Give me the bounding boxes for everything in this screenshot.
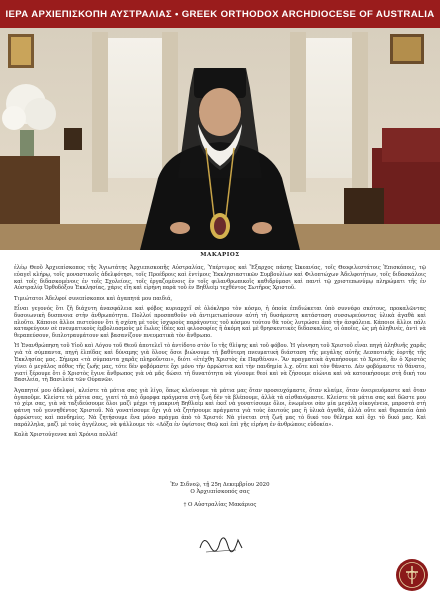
- signoff-name: † Ο Αὐστραλίας Μακάριος: [183, 502, 257, 508]
- letter-body: [14, 265, 426, 442]
- paragraph-wishes: Καλὰ Χριστούγεννα καὶ Χρόνια πολλά!: [14, 432, 118, 439]
- caption-name: ΜΑΚΑΡΙΟΣ: [200, 252, 240, 258]
- paragraph-salutation: ἐλέῳ Θεοῦ Ἀρχιεπίσκοπος τῆς Ἁγιωτάτης Ἀρχιεπισκοπῆς Αὐστραλίας, Ὑπέρτιμος καὶ Ἔξαρχος πάσης Ὠκεανίας, τοῖς Θεοφιλεστάτοις Ἐπισκόποις, τῷ εὐαγεῖ κλήρῳ, τοῖς μοναστικοῖς ἀδελφότησι, τοῖς Προέδροις καὶ ἐντίμοις Ἐκκλησιαστικῶν Συμβουλίων καὶ Φιλοπτώχων Ἀδελφοτήτων, τοῖς διδασκάλοις καὶ τοῖς διδασκομένοις ἐν τοῖς Σχολείοις, τοῖς ἐργαζομένοις ἐν τοῖς φιλανθρωπικοῖς καθιδρύμασι καὶ παντὶ τῷ χριστεπωνύμῳ πληρώματι τῆς ἐν Αὐστραλίᾳ Ὀρθοδόξου Ἐκκλησίας, χάρις εἴη καὶ εἰρήνη παρὰ τοῦ ἐν Βηθλεὲμ τεχθέντος Σωτῆρος Χριστοῦ.: [14, 265, 426, 292]
- header-banner: [0, 0, 440, 28]
- signoff-closing: Ο Ἀρχιεπίσκοπός σας: [190, 489, 250, 495]
- handwritten-signature: [196, 528, 246, 556]
- archdiocese-seal-icon: [395, 558, 429, 592]
- archbishop-photo: [0, 28, 440, 250]
- paragraph-greeting: Τιμιώτατοι Ἀδελφοί συνεπίσκοποι καὶ ἀγαπητά μου παιδιά,: [14, 295, 173, 302]
- paragraph-body: Ἡ Ἐνανθρώπηση τοῦ Υἱοῦ καὶ Λόγου τοῦ Θεοῦ ἀποτελεῖ τὸ ἀντίδοτο στὸν ἴο τῆς θλίψης καὶ τοῦ φόβου. Ἡ γέννηση τοῦ Χριστοῦ εἶναι πηγὴ ἀληθινῆς χαρᾶς γιὰ τὰ σύμπαντα, πηγὴ ἐλπίδας καὶ δύναμης γιὰ ὅλους ὅσοι βιώνουμε τὴ βαθύτερη πνευματικὴ διάσταση τῆς μεγάλης αὐτῆς Δεσποτικῆς ἑορτῆς τῆς Ἐκκλησίας μας. Σήμερα «τὰ σύμπαντα χαρᾶς πληροῦνται», διότι «ἐτέχθη Χριστὸς ἐκ Παρθένου». Ἂν πραγματικὰ ἀγαπήσουμε τὸ Χριστό, ἂν ὁ Χριστὸς γίνει ὁ μεγάλος πόθος τῆς ζωῆς μας, τότε δὲν φοβόμαστε ὄχι μόνο τὴν ἀρρώστια καὶ τὴν πανδημία λ.χ. οὔτε καὶ τὸν θάνατο. Δὲν φοβόμαστε τὸ θάνατο, γιατί ξέρουμε ὅτι ὁ Χριστὸς ἔγινε ἄνθρωπος γιὰ νὰ μᾶς δώσει τὴ δυνατότητα νὰ γίνουμε θεοί καὶ νὰ ζήσουμε αἰώνια καὶ νὰ κατοικήσουμε στὴ δική του Βασιλεία, τὴ Βασιλεία τῶν Οὐρανῶν.: [14, 343, 426, 384]
- signoff-block: [0, 482, 440, 509]
- paragraph-body: Ἀγαπητοί μου ἀδελφοί, κλείστε τὰ μάτια σας γιὰ λίγο, ὅπως κλείνουμε τὰ μάτια μας ὅταν προσευχόμαστε, ὅταν κλαίμε, ὅταν ὀνειρευόμαστε καὶ ὅταν ἀγαποῦμε. Κλείστε τὰ μάτια σας, γιατί τὰ πιὸ ὄμορφα πράγματα στὴ ζωή δὲν τὰ βλέπουμε, ἁλλὰ τὰ αἰσθανόμαστε. Κλείστε τὰ μάτια σας καὶ δῶστε μου τὸ χέρι σας, γιὰ νὰ ταξιδεύσουμε ὅλοι μαζὶ μέχρι τὴ μακρινὴ Βηθλεὲμ καὶ ἐκεῖ νὰ γονατίσουμε ὅλοι, ἑνωμένοι σὰν μία μεγάλη οἰκογένεια, μπροστὰ στὴ φάτνη τοῦ γεννηθέντος Χριστοῦ. Νὰ γονατίσουμε ὄχι γιὰ νὰ ζητήσουμε πράγματα γιὰ τοὺς ἑαυτούς μας ἢ ὑλικὰ ἀγαθά, ἁλλὰ οὔτε καὶ θεραπεία ἀπὸ ἀρρώστιες καὶ πανδημίες. Νὰ ζητήσουμε ἕνα μόνο πράγμα ἀπὸ τὸ Χριστό: Νὰ γίνεται στὴ ζωή μας τὸ δικό του θέλημα καὶ ὄχι τὸ δικό μας. Καὶ παράλληλα, μαζὶ μὲ τοὺς ἀγγέλους, νὰ ψάλλουμε τὸ: «Δόξα ἐν ὑψίστοις Θεῷ καὶ ἐπὶ γῆς εἰρήνη ἐν ἀνθρώποις εὐδοκία».: [14, 387, 426, 428]
- signoff-date: Ἐν Σιδνεῷ, τῇ 25η Δεκεμβρίου 2020: [170, 482, 270, 488]
- header-title: ΙΕΡΑ ΑΡΧΙΕΠΙΣΚΟΠΗ ΑΥΣΤΡΑΛΙΑΣ • GREEK ORTHODOX ARCHDIOCESE OF AUSTRALIA: [5, 8, 435, 20]
- photo-illustration: [0, 28, 440, 250]
- paragraph-body: Εἶναι γεγονός ὅτι ζῆ διάχυτη ἀνασφάλεια καὶ φόβος κυριαρχεῖ σὲ ὁλόκληρο τὸν κόσμο, ἡ ὁποία ἐπιδιώκεται ὑπὸ συννέφο σκότους, προκαλῶντας δυσοιωνικὴ δυσπνοια στὴν ἀνθρωπότητα. Πολλοί προσπαθοῦν νὰ ἀντιμετωπίσουν αὐτὴ τὴ δυσάρεστη κατάσταση συσσωρεύοντας ὑλικὰ ἀγαθὰ καὶ πλοῦτο. Κάποιοι ἄλλοι πιστεύουν ὅτι ἡ σχέση μὲ τοὺς ἰσχυροὺς παράγοντες τοῦ κόσμου τούτου θὰ τοὺς λυτρώσει ἀπὸ τὴν ἀσφάλεια. Κάποιοι ἄλλοι πάλι καταφεύγουν σὲ πνευματικοὺς ἐμβολιασμοὺς μὲ ἔωλες ἰδέες καὶ φιλοσοφίες ἢ ἀκόμη καὶ μὲ θρησκευτικὲς διδασκαλίες, οἱ ὁποῖες, ὡς μὴ ἀληθινές, ἀντὶ νὰ θεραπεύσουν, διπλοτραυμάτουν καὶ βασανίζουν πνευματικὰ τὸν ἄνθρωπο.: [14, 305, 426, 340]
